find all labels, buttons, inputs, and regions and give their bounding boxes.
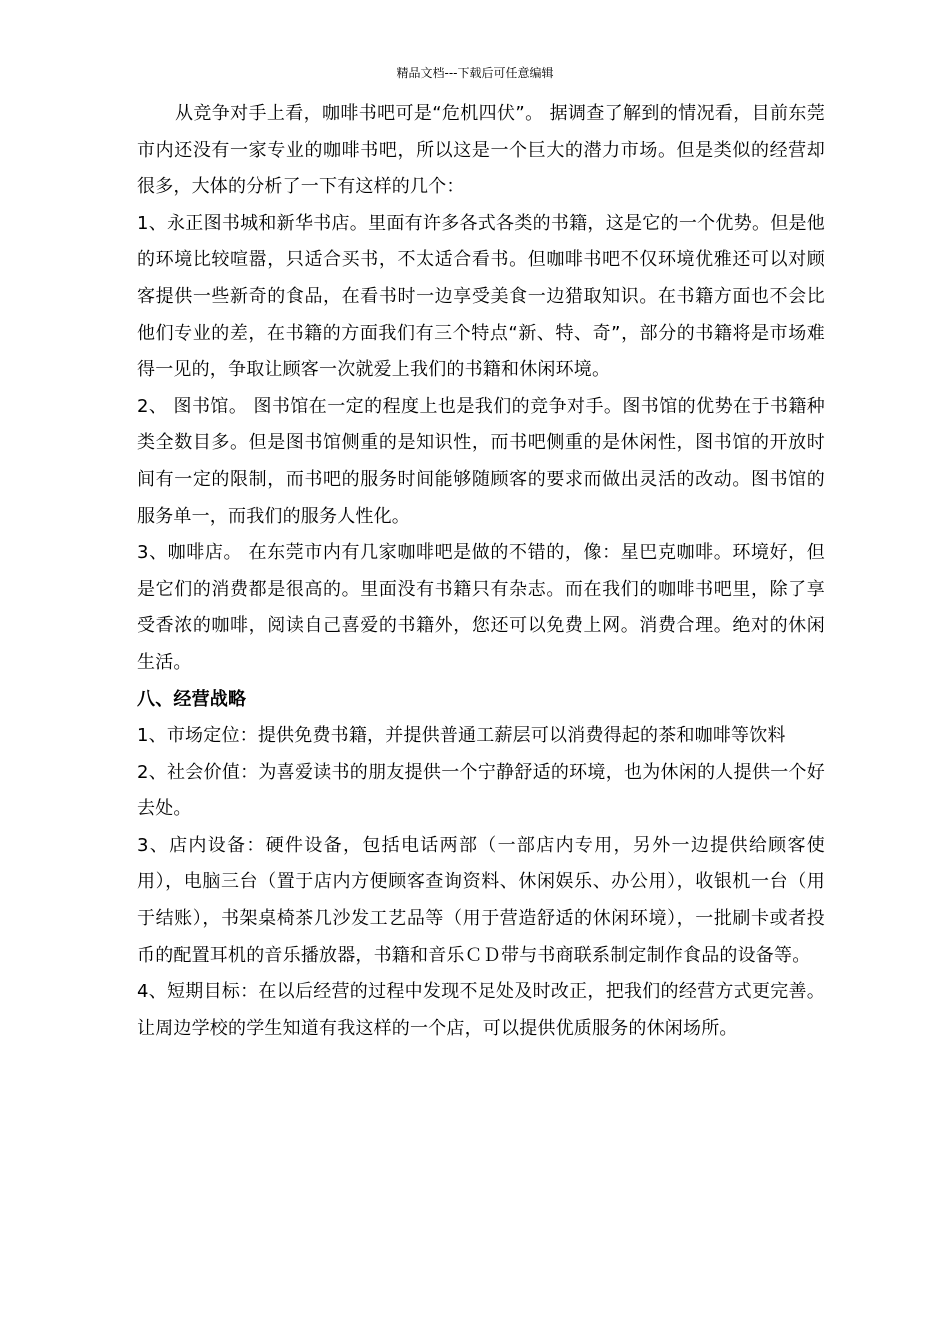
document-body [137, 96, 825, 1047]
paragraph-bookstore: 1、永正图书城和新华书店。里面有许多各式各类的书籍，这是它的一个优势。但是他的环境比较喧嚣，只适合买书，不太适合看书。但咖啡书吧不仅环境优雅还可以对顾客提供一些新奇的食品，在看书时一边享受美食一边猎取知识。在书籍方面也不会比他们专业的差，在书籍的方面我们有三个特点“新、特、奇”，部分的书籍将是市场难得一见的，争取让顾客一次就爱上我们的书籍和休闲环境。 [137, 212, 825, 381]
section-heading-strategy: 八、经营战略 [137, 688, 247, 710]
page-header: 精品文档---下载后可任意编辑 [396, 66, 554, 80]
paragraph-equipment: 3、店内设备：硬件设备，包括电话两部（一部店内专用，另外一边提供给顾客使用），电脑三台（置于店内方便顾客查询资料、休闲娱乐、办公用），收银机一台（用于结账），书架桌椅茶几沙发工艺品等（用于营造舒适的休闲环境），一批刷卡或者投币的配置耳机的音乐播放器，书籍和音乐ＣＤ带与书商联系制定制作食品的设备等。 [137, 834, 825, 966]
paragraph-competition-intro: 从竞争对手上看，咖啡书吧可是“危机四伏”。 据调查了解到的情况看，目前东莞市内还没有一家专业的咖啡书吧，所以这是一个巨大的潜力市场。但是类似的经营却很多，大体的分析了一下有这样的几个： [137, 103, 825, 198]
paragraph-social-value: 2、社会价值：为喜爱读书的朋友提供一个宁静舒适的环境，也为休闲的人提供一个好去处。 [137, 761, 825, 820]
paragraph-short-term-goal: 4、短期目标：在以后经营的过程中发现不足处及时改正，把我们的经营方式更完善。让周边学校的学生知道有我这样的一个店，可以提供优质服务的休闲场所。 [137, 981, 825, 1039]
paragraph-library: 2、 图书馆。 图书馆在一定的程度上也是我们的竞争对手。图书馆的优势在于书籍种类全数目多。但是图书馆侧重的是知识性，而书吧侧重的是休闲性，图书馆的开放时间有一定的限制，而书吧的服务时间能够随顾客的要求而做出灵活的改动。图书馆的服务单一，而我们的服务人性化。 [137, 395, 825, 527]
paragraph-market-positioning: 1、市场定位：提供免费书籍，并提供普通工薪层可以消费得起的茶和咖啡等饮料 [137, 725, 786, 747]
paragraph-coffee-shop: 3、咖啡店。 在东莞市内有几家咖啡吧是做的不错的，像：星巴克咖啡。环境好，但是它们的消费都是很高的。里面没有书籍只有杂志。而在我们的咖啡书吧里，除了享受香浓的咖啡，阅读自己喜爱的书籍外，您还可以免费上网。消费合理。绝对的休闲生活。 [137, 542, 825, 673]
